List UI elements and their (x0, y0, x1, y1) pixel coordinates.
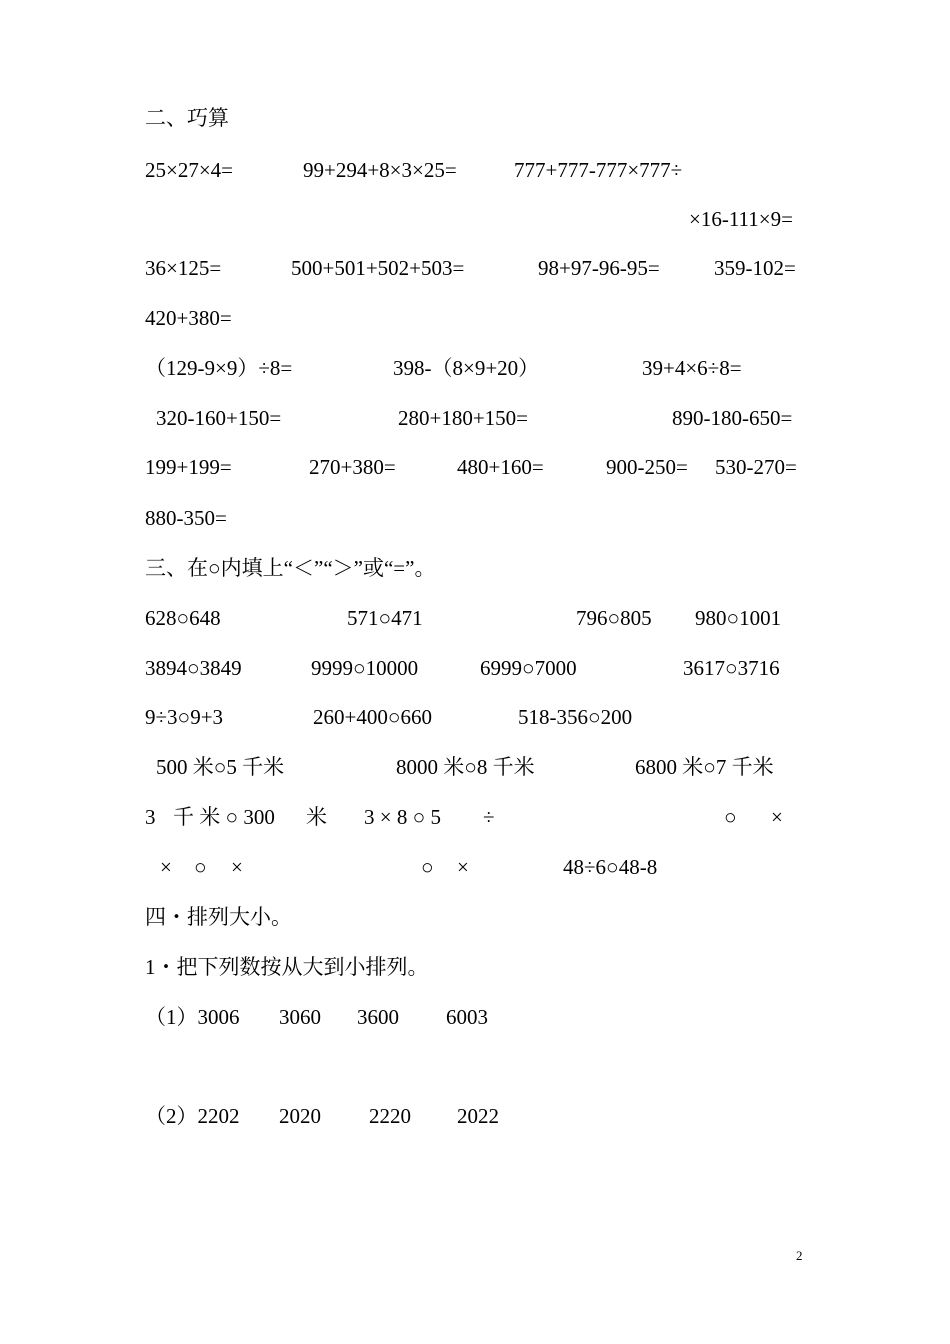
fragment: × (231, 855, 243, 879)
fragment: 米 (306, 805, 327, 829)
number-item: 6003 (446, 1005, 488, 1029)
comparison: 796○805 (576, 606, 652, 630)
section2-row5 (0, 403, 950, 433)
section3-row5 (0, 802, 950, 832)
section4-heading: 四・排列大小。 (145, 905, 292, 929)
fragment: 3 (145, 805, 156, 829)
fragment: 3 × 8 ○ 5 (364, 805, 442, 829)
number-item: （2）2202 (145, 1104, 240, 1128)
section3-row3 (0, 702, 950, 732)
expression: 320-160+150= (156, 406, 282, 430)
comparison: 980○1001 (695, 606, 782, 630)
section4-heading-line (0, 902, 950, 932)
expression: 98+97-96-95= (538, 256, 660, 280)
section2-row6 (0, 452, 950, 482)
section2-heading-line (0, 103, 950, 133)
expression: 777+777-777×777÷ (514, 158, 683, 182)
number-item: 2022 (457, 1104, 499, 1128)
expression: 420+380= (145, 306, 232, 330)
number-item: 2220 (369, 1104, 411, 1128)
expression: 480+160= (457, 455, 544, 479)
expression: 199+199= (145, 455, 232, 479)
section4-list1 (0, 1002, 950, 1032)
expression: 500+501+502+503= (291, 256, 465, 280)
expression: ×16-111×9= (689, 207, 793, 231)
comparison: 3617○3716 (683, 656, 780, 680)
fragment: ÷ (483, 805, 495, 829)
expression: 880-350= (145, 506, 227, 530)
section4-question1-line (0, 952, 950, 982)
comparison: 9999○10000 (311, 656, 419, 680)
section2-row7 (0, 503, 950, 533)
fragment: ○ (194, 855, 207, 879)
section3-row4 (0, 752, 950, 782)
section3-row6 (0, 852, 950, 882)
comparison: 6999○7000 (480, 656, 577, 680)
page-number: 2 (796, 1248, 803, 1263)
comparison: 500 米○5 千米 (156, 755, 285, 779)
expression: 890-180-650= (672, 406, 793, 430)
expression: 39+4×6÷8= (642, 356, 742, 380)
fragment: × (160, 855, 172, 879)
expression: 25×27×4= (145, 158, 234, 182)
section2-row2 (0, 253, 950, 283)
section3-row1 (0, 603, 950, 633)
number-item: 3600 (357, 1005, 399, 1029)
comparison: 8000 米○8 千米 (396, 755, 535, 779)
section4-list2 (0, 1101, 950, 1131)
section3-row2 (0, 653, 950, 683)
section2-row1-continuation (0, 204, 950, 234)
comparison: 9÷3○9+3 (145, 705, 224, 729)
section2-row4 (0, 353, 950, 383)
question-1: 1・把下列数按从大到小排列。 (145, 955, 429, 979)
expression: 280+180+150= (398, 406, 529, 430)
section2-row3 (0, 303, 950, 333)
section2-heading: 二、巧算 (145, 106, 229, 130)
fragment: ○ (724, 805, 737, 829)
fragment: × (771, 805, 783, 829)
comparison: 571○471 (347, 606, 423, 630)
fragment: 千 米 ○ 300 (173, 805, 275, 829)
expression: （129-9×9）÷8= (145, 356, 293, 380)
expression: 398-（8×9+20） (393, 356, 540, 380)
comparison: 628○648 (145, 606, 221, 630)
fragment: ○ (421, 855, 434, 879)
expression: 530-270= (715, 455, 797, 479)
section3-heading-line (0, 553, 950, 583)
comparison: 260+400○660 (313, 705, 433, 729)
number-item: 2020 (279, 1104, 321, 1128)
comparison: 6800 米○7 千米 (635, 755, 774, 779)
comparison: 3894○3849 (145, 656, 242, 680)
expression: 99+294+8×3×25= (303, 158, 457, 182)
expression: 270+380= (309, 455, 396, 479)
number-item: 3060 (279, 1005, 321, 1029)
section3-heading: 三、在○内填上“＜”“＞”或“=”。 (145, 556, 436, 580)
fragment: × (457, 855, 469, 879)
expression: 359-102= (714, 256, 796, 280)
section2-row1 (0, 155, 950, 185)
comparison: 518-356○200 (518, 705, 633, 729)
number-item: （1）3006 (145, 1005, 240, 1029)
expression: 900-250= (606, 455, 688, 479)
expression: 36×125= (145, 256, 222, 280)
comparison: 48÷6○48-8 (563, 855, 658, 879)
